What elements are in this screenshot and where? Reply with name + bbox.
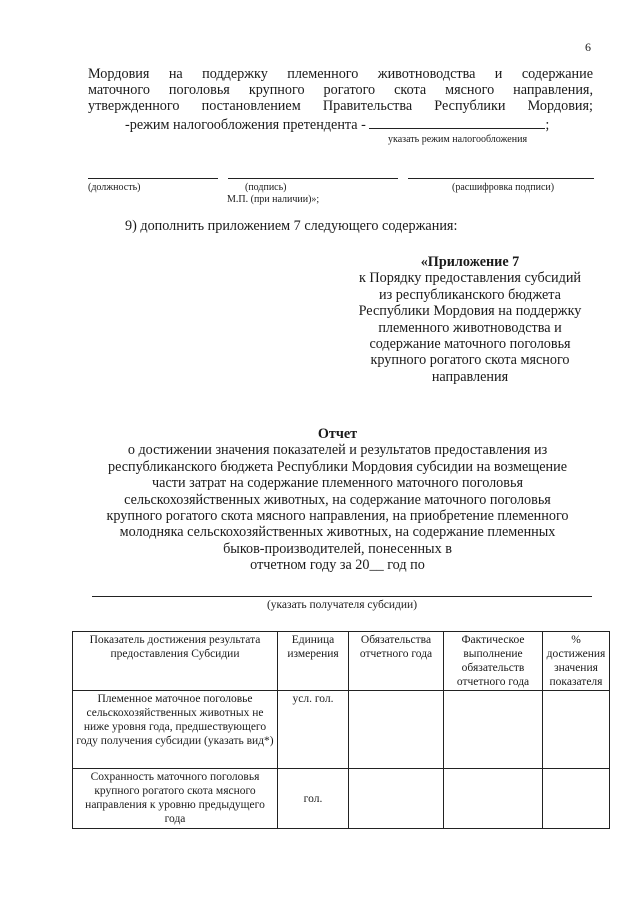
report-line: быков-производителей, понесенных в — [223, 540, 452, 557]
report-line: сельскохозяйственных животных, на содержание маточного поголовья — [124, 491, 551, 508]
table-row — [73, 769, 610, 829]
appendix-line: содержание маточного поголовья — [369, 336, 571, 353]
table-cell — [349, 691, 444, 769]
recipient-line — [92, 596, 592, 597]
appendix-line: крупного рогатого скота мясного — [370, 352, 570, 369]
report-heading — [60, 426, 615, 574]
appendix-line: направления — [431, 368, 509, 385]
appendix-block — [330, 254, 610, 385]
table-cell — [543, 691, 610, 769]
appendix-line: Республики Мордовия на поддержку — [358, 303, 582, 320]
appendix-title: «Приложение 7 — [420, 254, 520, 270]
table-cell — [444, 691, 543, 769]
appendix-line: племенного животноводства и — [378, 319, 562, 336]
header-cell: Фактическое выполнение обязательств отчетного года — [444, 632, 543, 691]
intro-line: маточного поголовья крупного рогатого скота мясного направления, — [88, 82, 593, 98]
report-line: о достижении значения показателей и результатов предоставления из — [127, 442, 548, 459]
header-cell: % достижения значения показателя — [543, 632, 610, 691]
signature-caption: (подпись) — [245, 182, 287, 193]
table-cell: усл. гол. — [278, 691, 349, 769]
header-cell: Обязательства отчетного года — [349, 632, 444, 691]
signature-line — [228, 178, 398, 179]
table-cell — [349, 769, 444, 829]
position-caption: (должность) — [88, 182, 141, 193]
report-table — [72, 631, 610, 829]
intro-paragraph — [88, 66, 593, 114]
intro-line: Мордовия на поддержку племенного животноводства и содержание — [88, 66, 593, 82]
report-line: республиканского бюджета Республики Мордовия субсидии на возмещение — [107, 458, 567, 475]
table-cell: гол. — [278, 769, 349, 829]
report-line: части затрат на содержание племенного маточного поголовья — [152, 475, 523, 492]
intro-line: утвержденного постановлением Правительства Республики Мордовия; — [88, 98, 593, 114]
table-cell: Сохранность маточного поголовья крупного рогатого скота мясного направления к уровню предыдущего года — [73, 769, 278, 829]
decode-caption: (расшифровка подписи) — [452, 182, 555, 193]
stamp-caption: М.П. (при наличии)»; — [227, 194, 320, 205]
header-cell: Единица измерения — [278, 632, 349, 691]
tax-regime-end: ; — [545, 117, 550, 133]
position-line — [88, 178, 218, 179]
report-line: отчетном году за 20__ год по — [250, 557, 425, 574]
report-line: молодняка сельскохозяйственных животных, на содержание племенных — [119, 524, 556, 541]
appendix-line: к Порядку предоставления субсидий — [358, 270, 582, 287]
decode-line — [408, 178, 594, 179]
tax-regime-line — [125, 116, 549, 134]
item-9: 9) дополнить приложением 7 следующего содержания: — [125, 218, 458, 234]
table-header-row — [73, 632, 610, 691]
appendix-line: из республиканского бюджета — [379, 286, 561, 303]
page-number: 6 — [585, 40, 591, 54]
tax-regime-blank — [369, 116, 545, 129]
table-row — [73, 691, 610, 769]
recipient-hint: (указать получателя субсидии) — [266, 599, 418, 611]
report-line: крупного рогатого скота мясного направления, на приобретение племенного — [106, 508, 569, 525]
table-cell: Племенное маточное поголовье сельскохозяйственных животных не ниже уровня года, предшествующего году получения субсидии (указать вид*) — [73, 691, 278, 769]
tax-regime-hint: указать режим налогообложения — [388, 134, 528, 145]
tax-regime-label: -режим налогообложения претендента - — [125, 117, 366, 133]
table-cell — [543, 769, 610, 829]
report-title: Отчет — [317, 426, 358, 442]
table-cell — [444, 769, 543, 829]
header-cell: Показатель достижения результата предоставления Субсидии — [73, 632, 278, 691]
